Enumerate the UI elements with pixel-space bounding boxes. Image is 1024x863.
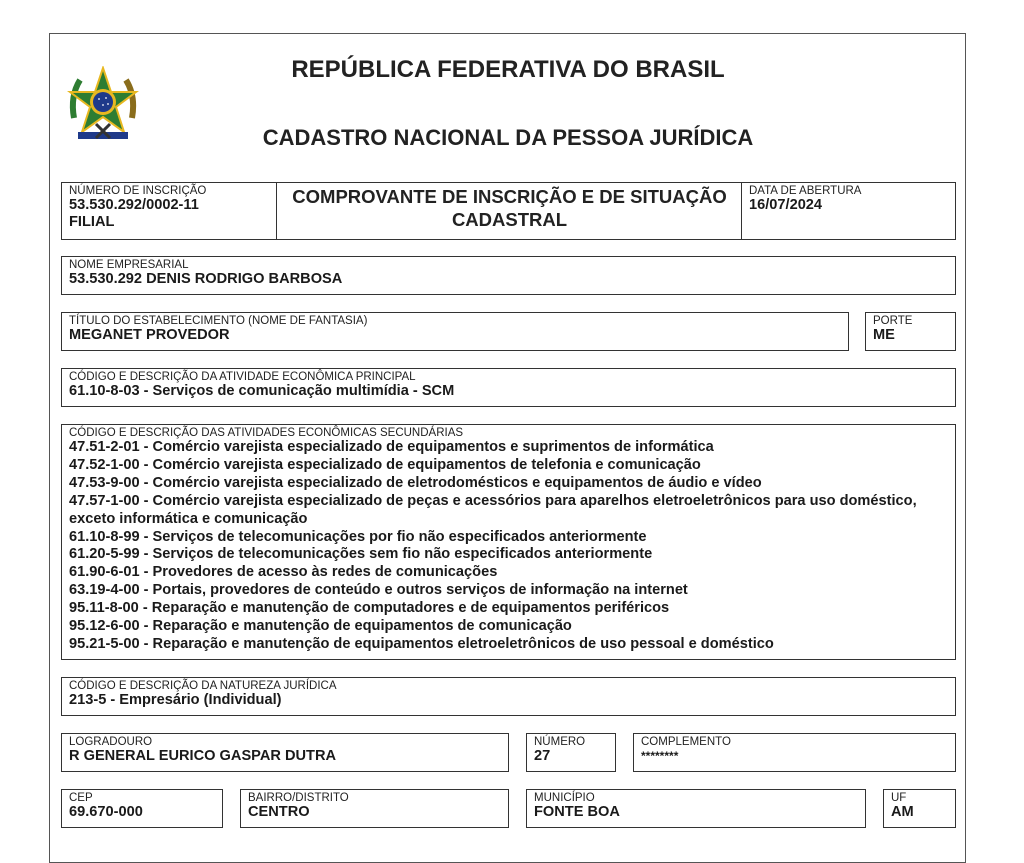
bairro-value: CENTRO <box>248 804 310 820</box>
natureza-juridica-label: CÓDIGO E DESCRIÇÃO DA NATUREZA JURÍDICA <box>69 680 337 692</box>
logradouro-value: R GENERAL EURICO GASPAR DUTRA <box>69 748 337 764</box>
titulo-value: MEGANET PROVEDOR <box>69 327 230 343</box>
numero-value: 27 <box>534 748 551 764</box>
uf-box <box>883 789 956 828</box>
list-item: 61.90-6-01 - Provedores de acesso às redes de comunicações <box>69 564 498 581</box>
list-item: 95.11-8-00 - Reparação e manutenção de computadores e de equipamentos periféricos <box>69 600 670 617</box>
porte-label: PORTE <box>873 315 913 327</box>
list-item: 47.57-1-00 - Comércio varejista especializado de peças e acessórios para aparelhos eletroeletrônicos para uso doméstico, exceto informática e comunicação <box>69 492 917 527</box>
cep-value: 69.670-000 <box>69 804 143 820</box>
cep-box <box>61 789 223 828</box>
abertura-box <box>741 182 956 240</box>
registry-title: CADASTRO NACIONAL DA PESSOA JURÍDICA <box>262 125 754 150</box>
natureza-juridica-value: 213-5 - Empresário (Individual) <box>69 692 282 708</box>
document-title-line1: COMPROVANTE DE INSCRIÇÃO E DE SITUAÇÃO <box>292 186 727 207</box>
municipio-label: MUNICÍPIO <box>534 792 595 804</box>
list-item: 95.12-6-00 - Reparação e manutenção de equipamentos de comunicação <box>69 618 572 635</box>
list-item: 63.19-4-00 - Portais, provedores de conteúdo e outros serviços de informação na internet <box>69 582 688 599</box>
numero-box <box>526 733 616 772</box>
municipio-box <box>526 789 866 828</box>
nome-empresarial-box <box>61 256 956 295</box>
document-title-box <box>276 182 742 240</box>
list-item: 61.20-5-99 - Serviços de telecomunicações sem fio não especificados anteriormente <box>69 546 653 563</box>
inscricao-box <box>61 182 277 240</box>
titulo-label: TÍTULO DO ESTABELECIMENTO (NOME DE FANTASIA) <box>69 315 368 327</box>
document-title-line2: CADASTRAL <box>451 209 568 230</box>
list-item: 47.52-1-00 - Comércio varejista especializado de equipamentos de telefonia e comunicação <box>69 456 701 473</box>
abertura-label: DATA DE ABERTURA <box>749 185 862 197</box>
uf-value: AM <box>891 804 914 820</box>
list-item: 47.53-9-00 - Comércio varejista especializado de eletrodomésticos e equipamentos de áudio e vídeo <box>69 474 762 491</box>
bairro-label: BAIRRO/DISTRITO <box>248 792 349 804</box>
atividades-secundarias-box <box>61 424 956 660</box>
inscricao-number: 53.530.292/0002-11 <box>69 197 199 213</box>
inscricao-label: NÚMERO DE INSCRIÇÃO <box>69 185 207 197</box>
atividade-principal-label: CÓDIGO E DESCRIÇÃO DA ATIVIDADE ECONÔMICA PRINCIPAL <box>69 371 416 383</box>
natureza-juridica-box <box>61 677 956 716</box>
list-item: 95.21-5-00 - Reparação e manutenção de equipamentos eletroeletrônicos de uso pessoal e doméstico <box>69 635 774 652</box>
atividade-principal-value: 61.10-8-03 - Serviços de comunicação multimídia - SCM <box>69 383 455 399</box>
complemento-box <box>633 733 956 772</box>
municipio-value: FONTE BOA <box>534 804 620 820</box>
complemento-value: ******** <box>641 749 679 763</box>
nome-empresarial-value: 53.530.292 DENIS RODRIGO BARBOSA <box>69 271 343 287</box>
abertura-value: 16/07/2024 <box>749 197 823 213</box>
uf-label: UF <box>891 792 907 804</box>
logradouro-box <box>61 733 509 772</box>
cep-label: CEP <box>69 792 93 804</box>
nome-empresarial-label: NOME EMPRESARIAL <box>69 259 189 271</box>
porte-value: ME <box>873 327 895 343</box>
bairro-box <box>240 789 509 828</box>
country-title: REPÚBLICA FEDERATIVA DO BRASIL <box>291 56 725 83</box>
atividades-secundarias-label: CÓDIGO E DESCRIÇÃO DAS ATIVIDADES ECONÔMICAS SECUNDÁRIAS <box>69 427 464 439</box>
list-item: 61.10-8-99 - Serviços de telecomunicações por fio não especificados anteriormente <box>69 528 647 545</box>
titulo-box <box>61 312 849 351</box>
porte-box <box>865 312 956 351</box>
complemento-label: COMPLEMENTO <box>641 736 731 748</box>
inscricao-type: FILIAL <box>69 214 115 230</box>
numero-label: NÚMERO <box>534 736 586 748</box>
list-item: 47.51-2-01 - Comércio varejista especializado de equipamentos e suprimentos de informática <box>69 439 714 455</box>
logradouro-label: LOGRADOURO <box>69 736 153 748</box>
atividade-principal-box <box>61 368 956 407</box>
